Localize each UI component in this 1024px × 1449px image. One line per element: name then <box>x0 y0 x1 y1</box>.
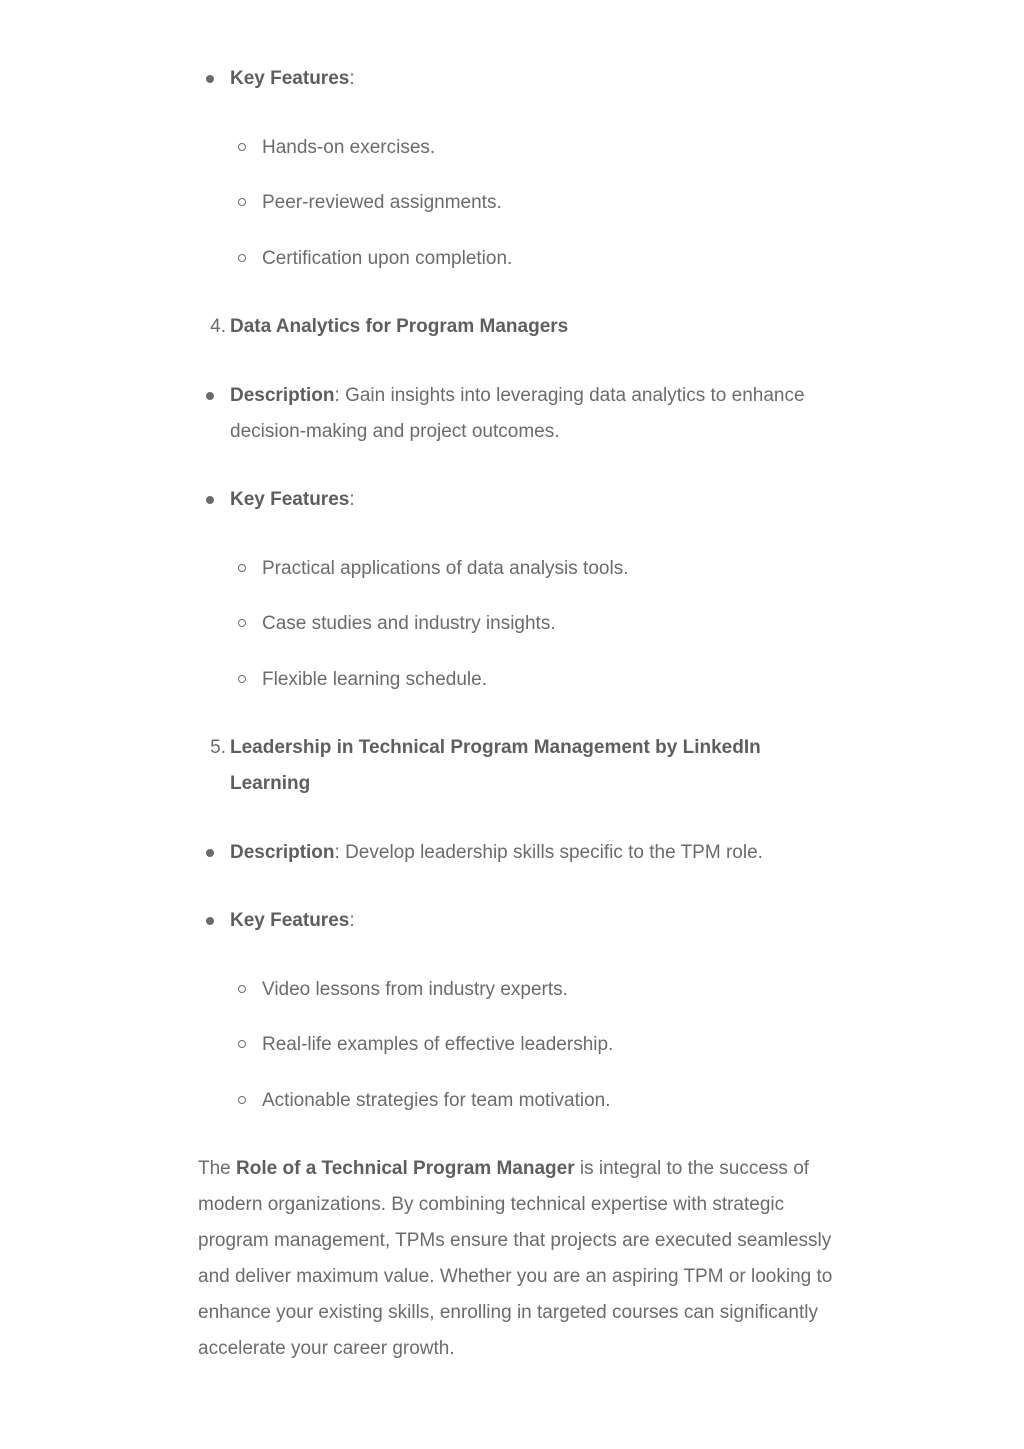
feature-text: Peer-reviewed assignments. <box>262 192 502 213</box>
key-features-label: Key Features <box>230 910 350 931</box>
circle-bullet-icon <box>238 564 246 572</box>
circle-bullet-icon <box>238 985 246 993</box>
document-page: Key Features: Hands-on exercises. Peer-reviewed assignments. Certification upon completion. 4. Data Analytics for Program Managers Description: Gain insights into leveraging data analytics to enhance decision-making and project outcomes. Key Features: Practical applications of data analysis tools. Case studies and industry insights. Flexible learning schedule. 5. Leadership in Technical Program Management by LinkedIn Learning Description: Develop leadership skills specific to the TPM role. Key Features: Video lessons from industry experts. Real-life examples of effective leadership. Actionable strategies for team motivation. The Role of a Technical Program Manager is integral to the success of modern organizations. By combining technical expertise with strategic program management, TPMs ensure that projects are executed seamlessly and deliver maximum value. Whether you are an aspiring TPM or looking to enhance your existing skills, enrolling in targeted courses can significantly accelerate your career growth. <box>0 0 1024 1449</box>
feature-text: Real-life examples of effective leadership. <box>262 1034 614 1055</box>
list-number: 4. <box>210 316 226 337</box>
key-features-label: Key Features <box>230 489 350 510</box>
bullet-icon <box>206 496 214 504</box>
bullet-icon <box>206 392 214 400</box>
feature-text: Hands-on exercises. <box>262 137 436 158</box>
bullet-icon <box>206 849 214 857</box>
circle-bullet-icon <box>238 1096 246 1104</box>
course-title: Data Analytics for Program Managers <box>230 316 569 337</box>
circle-bullet-icon <box>238 619 246 627</box>
feature-text: Flexible learning schedule. <box>262 669 487 690</box>
feature-text: Certification upon completion. <box>262 248 513 269</box>
key-features-label: Key Features <box>230 68 350 89</box>
circle-bullet-icon <box>238 143 246 151</box>
circle-bullet-icon <box>238 198 246 206</box>
circle-bullet-icon <box>238 254 246 262</box>
conclusion-paragraph: The Role of a Technical Program Manager is integral to the success of modern organizations. By combining technical expertise with strategic program management, TPMs ensure that projects are executed seamlessly and deliver maximum value. Whether you are an aspiring TPM or looking to enhance your existing skills, enrolling in targeted courses can significantly accelerate your career growth. <box>198 1158 833 1359</box>
feature-text: Video lessons from industry experts. <box>262 979 568 1000</box>
circle-bullet-icon <box>238 1040 246 1048</box>
bullet-icon <box>206 917 214 925</box>
role-highlight: Role of a Technical Program Manager <box>236 1158 575 1179</box>
list-number: 5. <box>210 737 226 758</box>
bullet-icon <box>206 75 214 83</box>
course-title: Leadership in Technical Program Management by LinkedIn Learning <box>230 737 761 794</box>
circle-bullet-icon <box>238 675 246 683</box>
description-label: Description <box>230 385 335 406</box>
description-text: Description: Develop leadership skills specific to the TPM role. <box>230 842 763 863</box>
description-text: Description: Gain insights into leveraging data analytics to enhance decision-making and project outcomes. <box>230 385 805 442</box>
description-label: Description <box>230 842 335 863</box>
feature-text: Practical applications of data analysis tools. <box>262 558 629 579</box>
feature-text: Case studies and industry insights. <box>262 613 556 634</box>
feature-text: Actionable strategies for team motivation. <box>262 1090 611 1111</box>
